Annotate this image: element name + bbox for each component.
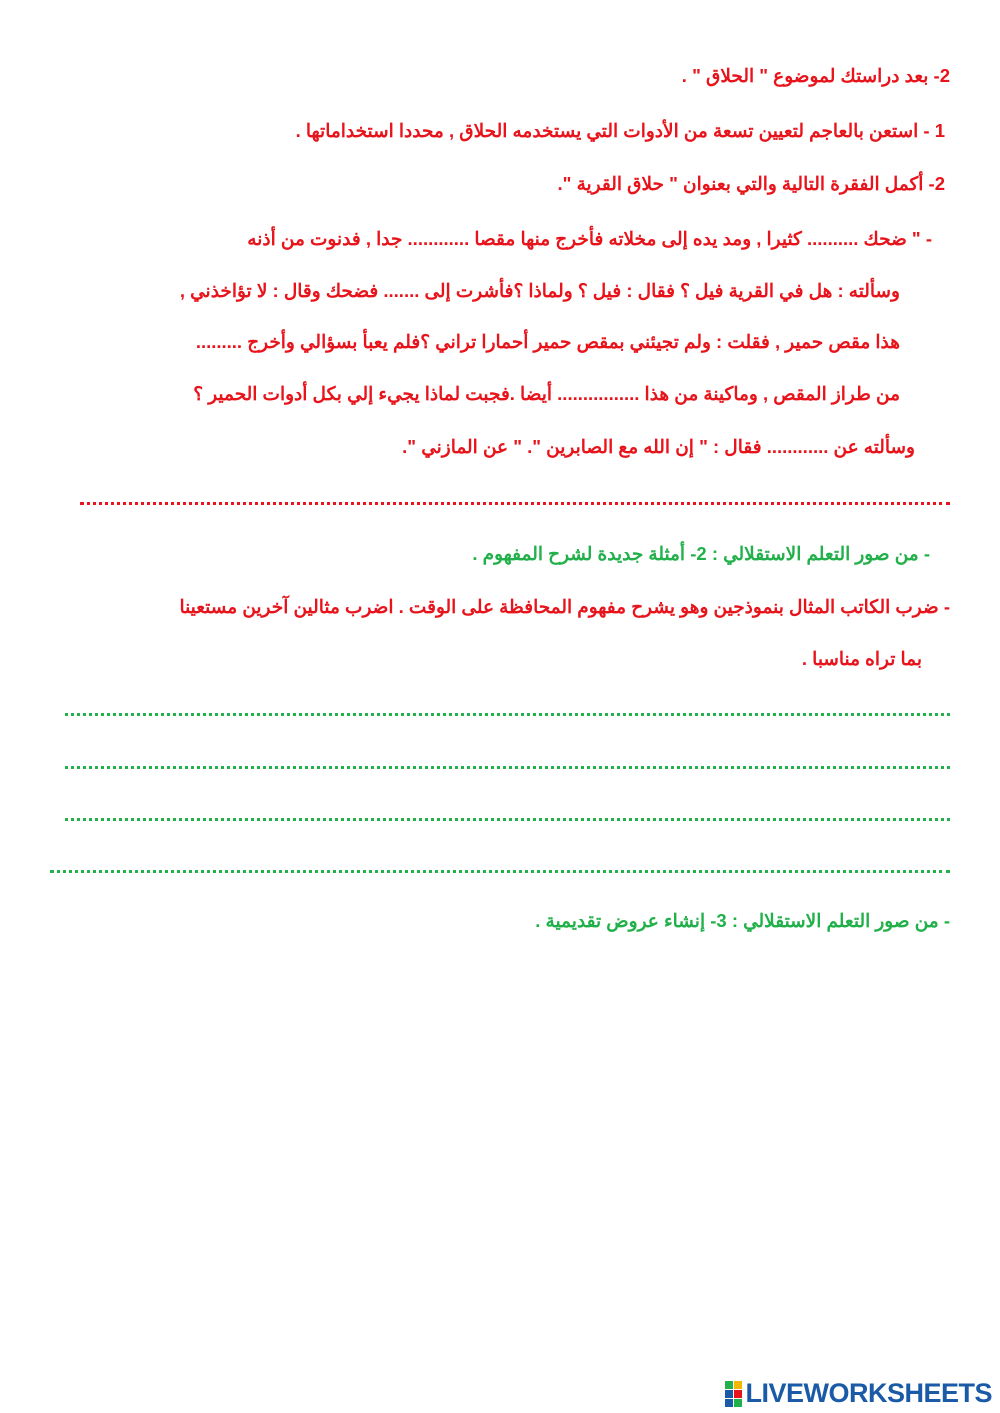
paragraph-line-2: وسألته : هل في القرية فيل ؟ فقال : فيل ؟ ولماذا ؟فأشرت إلى ....... فضحك وقال : لا تؤاخذني , <box>179 280 900 301</box>
task-2-text: 2- أكمل الفقرة التالية والتي بعنوان " حلاق القرية ". <box>557 173 945 194</box>
paragraph-line-5: وسألته عن ............ فقال : " إن الله مع الصابرين ". " عن المازني ". <box>402 436 915 457</box>
logo-text: LIVEWORKSHEETS <box>745 1378 992 1408</box>
section-3-title: - من صور التعلم الاستقلالي : 3- إنشاء عروض تقديمية . <box>535 910 950 931</box>
logo-mark-icon <box>725 1381 742 1407</box>
paragraph-line-1: - " ضحك .......... كثيرا , ومد يده إلى مخلاته فأخرج منها مقصا ............ جدا , فدنوت من أذنه <box>247 228 932 249</box>
section-2-title: - من صور التعلم الاستقلالي : 2- أمثلة جديدة لشرح المفهوم . <box>472 543 930 564</box>
section-2-prompt-line-2: بما تراه مناسبا . <box>801 648 922 669</box>
answer-line-green-3[interactable] <box>65 818 950 821</box>
answer-line-green-1[interactable] <box>65 713 950 716</box>
paragraph-line-3: هذا مقص حمير , فقلت : ولم تجيئني بمقص حمير أحمارا تراني ؟فلم يعبأ بسؤالي وأخرج ......... <box>195 331 900 352</box>
answer-line-green-2[interactable] <box>65 766 950 769</box>
answer-line-green-4[interactable] <box>50 870 950 873</box>
paragraph-line-4: من طراز المقص , وماكينة من هذا ................ أيضا .فجبت لماذا يجيء إلي بكل أدوات الحمير ؟ <box>193 383 900 404</box>
task-1-text: 1 - استعن بالعاجم لتعيين تسعة من الأدوات التي يستخدمه الحلاق , محددا استخداماتها . <box>295 120 945 141</box>
liveworksheets-logo <box>725 1378 992 1409</box>
answer-line-red[interactable] <box>80 502 950 505</box>
section-2-prompt-line-1: - ضرب الكاتب المثال بنموذجين وهو يشرح مفهوم المحافظة على الوقت . اضرب مثالين آخرين مستعينا <box>179 596 950 617</box>
section-heading: 2- بعد دراستك لموضوع " الحلاق " . <box>681 65 950 86</box>
